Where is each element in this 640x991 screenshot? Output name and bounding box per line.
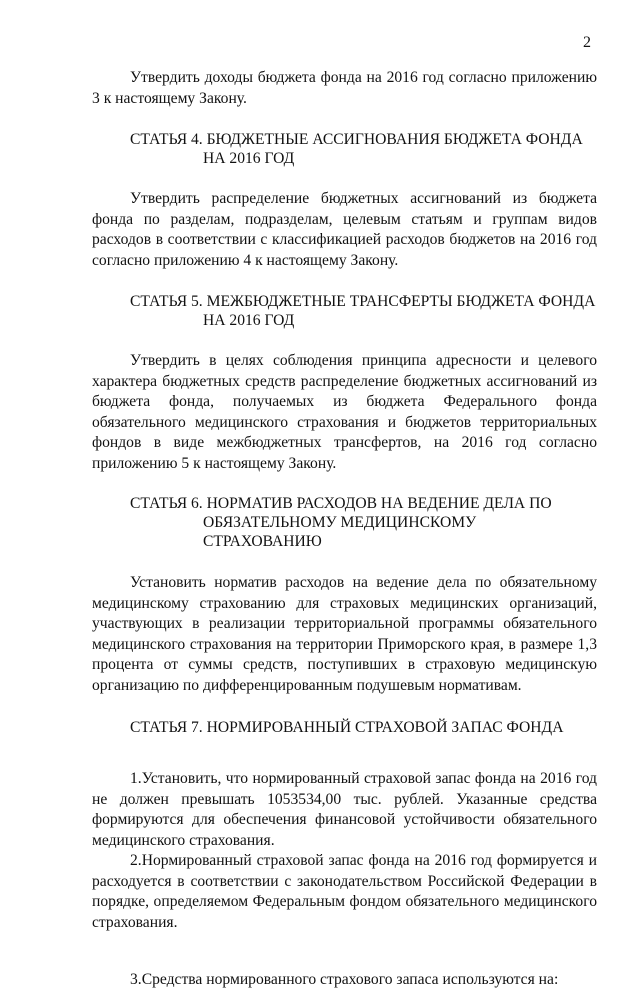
article-7-heading <box>92 718 597 737</box>
paragraph-reserve-formation: 2.Нормированный страховой запас фонда на 2016 год формируется и расходуется в соответствии с законодательством Российской Федерации в порядке, определяемом Федеральным фондом обязательного медицинского страхования. <box>92 852 597 931</box>
article-6-heading-line2: ОБЯЗАТЕЛЬНОМУ МЕДИЦИНСКОМУ <box>203 514 477 531</box>
paragraph-expense-norm: Установить норматив расходов на ведение дела по обязательному медицинскому страхованию для страховых медицинских организаций, участвующих в реализации территориальной программы обязательного медицинского страхования на территории Приморского края, в размере 1,3 процента от суммы средств, поступивших в страховую медицинскую организацию по дифференцированным подушевым нормативам. <box>92 574 597 694</box>
paragraph-transfers: Утвердить в целях соблюдения принципа адресности и целевого характера бюджетных средств распределение бюджетных ассигнований из бюджета фонда, получаемых из бюджета Федерального фонда обязательного медицинского страхования и бюджетов территориальных фондов в виде межбюджетных трансфертов, на 2016 год согласно приложению 5 к настоящему Закону. <box>92 352 597 472</box>
paragraph-reserve-limit: 1.Установить, что нормированный страховой запас фонда на 2016 год не должен превышать 1053534,00 тыс. рублей. Указанные средства формируются для обеспечения финансовой устойчивости обязательного медицинского страхования. <box>92 770 597 849</box>
document-body <box>92 68 597 991</box>
article-7-heading-line1: СТАТЬЯ 7. НОРМИРОВАННЫЙ СТРАХОВОЙ ЗАПАС ФОНДА <box>130 719 564 736</box>
article-6-heading <box>92 494 597 551</box>
article-6-heading-line3: СТРАХОВАНИЮ <box>203 533 322 550</box>
spacer <box>92 933 597 970</box>
paragraph-income: Утвердить доходы бюджета фонда на 2016 год согласно приложению 3 к настоящему Закону. <box>92 69 597 107</box>
article-4-heading <box>92 130 597 168</box>
article-5-heading-line2: НА 2016 ГОД <box>203 312 295 329</box>
article-4-heading-line2: НА 2016 ГОД <box>203 150 295 167</box>
article-4-heading-line1: СТАТЬЯ 4. БЮДЖЕТНЫЕ АССИГНОВАНИЯ БЮДЖЕТА ФОНДА <box>130 131 583 148</box>
article-5-heading-line1: СТАТЬЯ 5. МЕЖБЮДЖЕТНЫЕ ТРАНСФЕРТЫ БЮДЖЕТА ФОНДА <box>130 293 596 310</box>
paragraph-reserve-usage: 3.Средства нормированного страхового запаса используются на: <box>130 971 559 988</box>
article-6-heading-line1: СТАТЬЯ 6. НОРМАТИВ РАСХОДОВ НА ВЕДЕНИЕ ДЕЛА ПО <box>130 495 552 512</box>
article-5-heading <box>92 292 597 330</box>
paragraph-appropriations: Утвердить распределение бюджетных ассигнований из бюджета фонда по разделам, подразделам, целевым статьям и группам видов расходов в соответствии с классификацией расходов бюджетов на 2016 год согласно приложению 4 к настоящему Закону. <box>92 190 597 269</box>
page-number: 2 <box>583 34 591 51</box>
